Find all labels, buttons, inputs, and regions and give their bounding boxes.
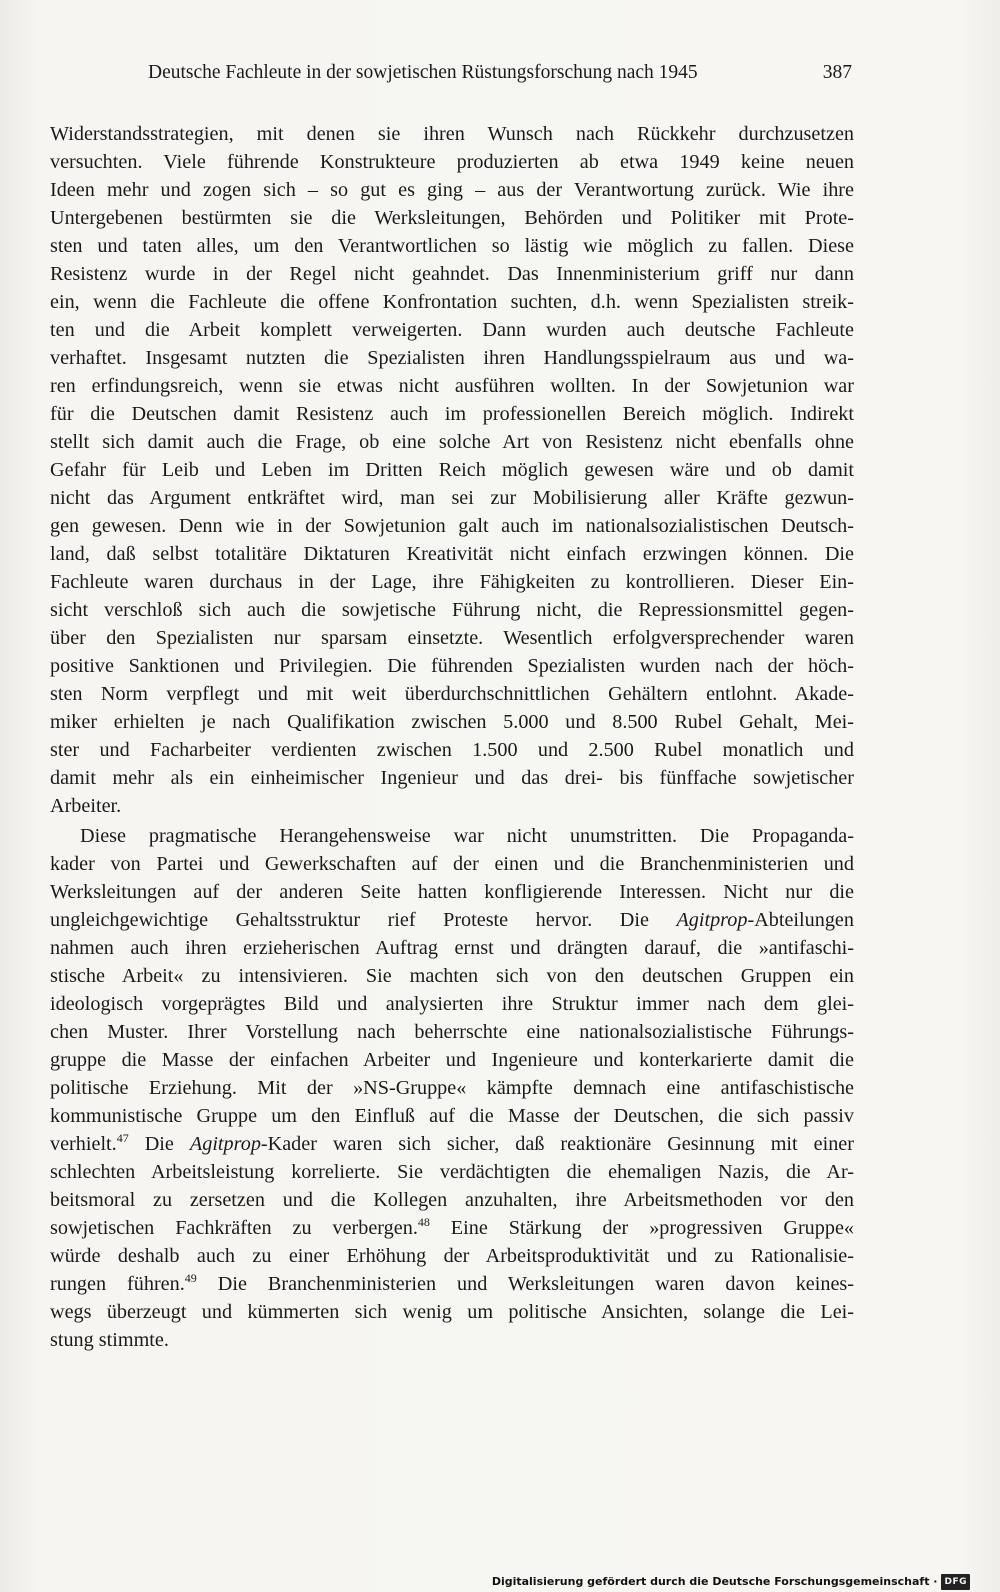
text-line: nahmen auch ihren erzieherischen Auftrag ernst und drängten darauf, die »antifaschi- <box>50 937 854 959</box>
text-line: Diese pragmatische Herangehensweise war nicht unumstritten. Die Propaganda- <box>80 825 854 847</box>
text-line: positive Sanktionen und Privilegien. Die führenden Spezialisten wurden nach der höch- <box>50 655 854 677</box>
text-line: versuchten. Viele führende Konstrukteure produzierten ab etwa 1949 keine neuen <box>50 151 854 173</box>
text-line: ein, wenn die Fachleute die offene Konfrontation suchten, d.h. wenn Spezialisten streik- <box>50 291 854 313</box>
italic-term: Agitprop <box>676 909 748 931</box>
text-line: damit mehr als ein einheimischer Ingenieur und das drei- bis fünffache sowjetischer <box>50 767 854 789</box>
text-segment: -Kader waren sich sicher, daß reaktionäre Gesinnung mit einer <box>260 1133 854 1155</box>
footer-text: Digitalisierung gefördert durch die Deutsche Forschungsgemeinschaft · <box>491 1575 938 1588</box>
text-segment: Die <box>128 1133 190 1155</box>
italic-term: Agitprop <box>189 1133 261 1155</box>
footnote-ref: 48 <box>417 1215 430 1229</box>
text-segment: Eine Stärkung der »progressiven Gruppe« <box>429 1217 854 1239</box>
text-line: würde deshalb auch zu einer Erhöhung der Arbeitsproduktivität und zu Rationalisie- <box>50 1245 854 1267</box>
page-number: 387 <box>822 62 852 83</box>
text-segment: sowjetischen Fachkräften zu verbergen. <box>50 1217 418 1239</box>
text-line: wegs überzeugt und kümmerten sich wenig um politische Ansichten, solange die Lei- <box>50 1301 854 1323</box>
text-line: chen Muster. Ihrer Vorstellung nach beherrschte eine nationalsozialistische Führungs- <box>50 1021 854 1043</box>
text-line: miker erhielten je nach Qualifikation zwischen 5.000 und 8.500 Rubel Gehalt, Mei- <box>50 711 854 733</box>
footnote-ref: 47 <box>116 1131 129 1145</box>
text-line: Fachleute waren durchaus in der Lage, ihre Fähigkeiten zu kontrollieren. Dieser Ein- <box>50 571 854 593</box>
text-line: stische Arbeit« zu intensivieren. Sie machten sich von den deutschen Gruppen ein <box>50 965 854 987</box>
footnote-ref: 49 <box>184 1271 197 1285</box>
dfg-logo-icon: DFG <box>941 1574 970 1590</box>
text-line: kader von Partei und Gewerkschaften auf der einen und die Branchenministerien und <box>50 853 854 875</box>
text-line: Widerstandsstrategien, mit denen sie ihren Wunsch nach Rückkehr durchzusetzen <box>50 123 854 145</box>
text-line: Untergebenen bestürmten sie die Werksleitungen, Behörden und Politiker mit Prote- <box>50 207 854 229</box>
text-line: sten und taten alles, um den Verantwortlichen so lästig wie möglich zu fallen. Diese <box>50 235 854 257</box>
text-line: Werksleitungen auf der anderen Seite hatten konfligierende Interessen. Nicht nur die <box>50 881 854 903</box>
text-line: stellt sich damit auch die Frage, ob eine solche Art von Resistenz nicht ebenfalls ohne <box>50 431 854 453</box>
text-line <box>50 1130 854 1158</box>
text-line: sten Norm verpflegt und mit weit überdurchschnittlichen Gehältern entlohnt. Akade- <box>50 683 854 705</box>
text-line: über den Spezialisten nur sparsam einsetzte. Wesentlich erfolgversprechender waren <box>50 627 854 649</box>
text-line: ster und Facharbeiter verdienten zwischen 1.500 und 2.500 Rubel monatlich und <box>50 739 854 761</box>
text-line: verhaftet. Insgesamt nutzten die Spezialisten ihren Handlungsspielraum aus und wa- <box>50 347 854 369</box>
text-line: nicht das Argument entkräftet wird, man sei zur Mobilisierung aller Kräfte gezwun- <box>50 487 854 509</box>
text-line: Ideen mehr und zogen sich – so gut es ging – aus der Verantwortung zurück. Wie ihre <box>50 179 854 201</box>
text-line <box>50 906 854 934</box>
text-segment: ungleichgewichtige Gehaltsstruktur rief Proteste hervor. Die <box>50 909 677 931</box>
text-segment: verhielt. <box>50 1133 117 1155</box>
text-line: ten und die Arbeit komplett verweigerten. Dann wurden auch deutsche Fachleute <box>50 319 854 341</box>
text-line: land, daß selbst totalitäre Diktaturen Kreativität nicht einfach erzwingen können. Die <box>50 543 854 565</box>
digitization-footer <box>492 1574 970 1590</box>
text-line: ideologisch vorgeprägtes Bild und analysierten ihre Struktur immer nach dem glei- <box>50 993 854 1015</box>
text-line: Gefahr für Leib und Leben im Dritten Reich möglich gewesen wäre und ob damit <box>50 459 854 481</box>
text-segment: Die Branchenministerien und Werksleitungen waren davon keines- <box>196 1273 855 1295</box>
text-line: gruppe die Masse der einfachen Arbeiter und Ingenieure und konterkarierte damit die <box>50 1049 854 1071</box>
text-line <box>50 1214 854 1242</box>
text-line: sicht verschloß sich auch die sowjetische Führung nicht, die Repressionsmittel gegen- <box>50 599 854 621</box>
text-segment: -Abteilungen <box>747 909 854 931</box>
text-segment: rungen führen. <box>50 1273 185 1295</box>
running-head-title: Deutsche Fachleute in der sowjetischen Rüstungsforschung nach 1945 <box>148 62 698 83</box>
text-line: Arbeiter. <box>50 795 122 817</box>
text-line: beitsmoral zu zersetzen und die Kollegen anzuhalten, ihre Arbeitsmethoden vor den <box>50 1189 854 1211</box>
text-line: für die Deutschen damit Resistenz auch im professionellen Bereich möglich. Indirekt <box>50 403 854 425</box>
text-line: kommunistische Gruppe um den Einfluß auf die Masse der Deutschen, die sich passiv <box>50 1105 854 1127</box>
text-line: gen gewesen. Denn wie in der Sowjetunion galt auch im nationalsozialistischen Deutsch- <box>50 515 854 537</box>
text-line: politische Erziehung. Mit der »NS-Gruppe« kämpfte demnach eine antifaschistische <box>50 1077 854 1099</box>
text-line: Resistenz wurde in der Regel nicht geahndet. Das Innenministerium griff nur dann <box>50 263 854 285</box>
text-line: stung stimmte. <box>50 1329 169 1351</box>
text-line: ren erfindungsreich, wenn sie etwas nicht ausführen wollten. In der Sowjetunion war <box>50 375 854 397</box>
text-line: schlechten Arbeitsleistung korrelierte. Sie verdächtigten die ehemaligen Nazis, die Ar- <box>50 1161 854 1183</box>
text-line <box>50 1270 854 1298</box>
